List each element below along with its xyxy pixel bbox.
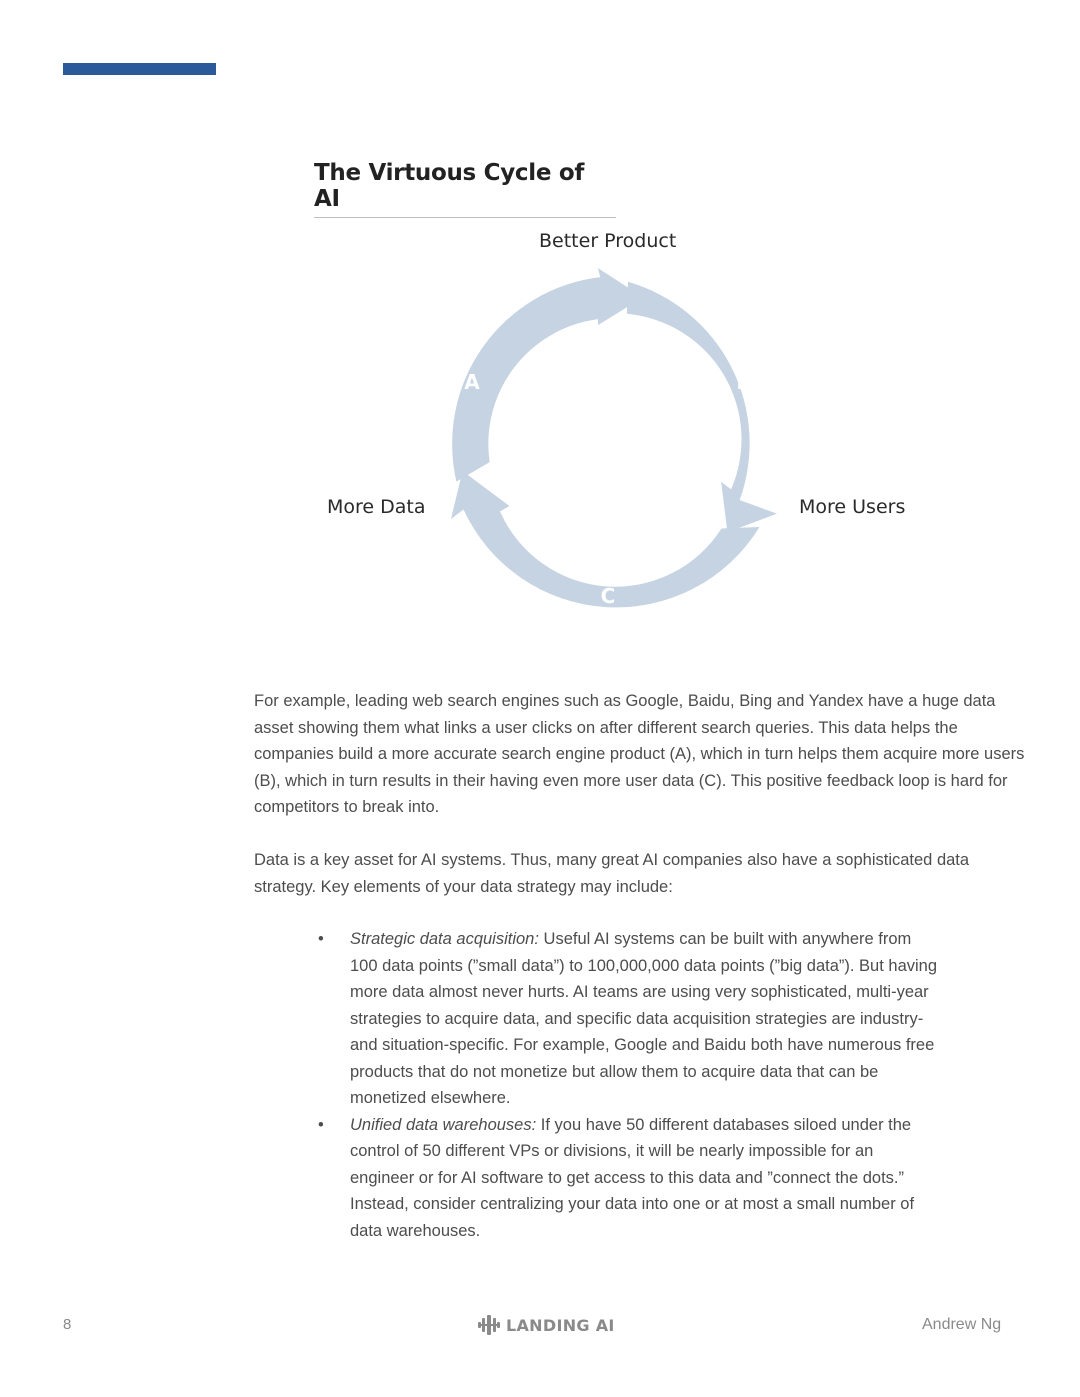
author-name: Andrew Ng — [922, 1316, 1002, 1333]
cycle-arrow-b — [627, 282, 777, 532]
paragraph-search-engine-example: For example, leading web search engines such as Google, Baidu, Bing and Yandex have a huge data asset showing them what links a user clicks on after different search queries. This data helps the companies build a more accurate search engine product (A), which in turn helps them acquire more users (B), which in turn results in their having even more user data (C). This positive feedback loop is hard for competitors to break into. — [254, 692, 1025, 816]
arc-label-b: B — [736, 370, 752, 394]
accent-bar — [63, 63, 216, 75]
landing-ai-logo — [478, 1314, 615, 1336]
landing-ai-logo-icon — [478, 1314, 500, 1336]
cycle-arrow-a — [452, 268, 643, 482]
virtuous-cycle-diagram — [300, 220, 820, 640]
list-item — [318, 1112, 938, 1245]
list-item-lead: Unified data warehouses: — [350, 1115, 537, 1134]
bullet-dot: • — [318, 930, 324, 948]
list-item — [318, 926, 938, 1112]
list-item-lead: Strategic data acquisition: — [350, 930, 539, 948]
node-label-better-product: Better Product — [539, 230, 677, 252]
paragraph-data-strategy-intro: Data is a key asset for AI systems. Thus, many great AI companies also have a sophisticated data strategy. Key elements of your data strategy may include: — [254, 851, 970, 896]
data-strategy-list — [318, 926, 938, 1244]
list-item-text: If you have 50 different databases siloed under the control of 50 different VPs or divisions, it will be nearly impossible for an engineer or for AI software to get access to this data and ”connect the dots.” Instead, consider centralizing your data into one or at most a small number of data warehouses. — [350, 1115, 915, 1240]
landing-ai-logo-text: LANDING AI — [506, 1315, 615, 1335]
figure-title: The Virtuous Cycle of AI — [314, 160, 616, 218]
bullet-dot: • — [318, 1115, 324, 1134]
arc-label-a: A — [464, 370, 480, 394]
node-label-more-data: More Data — [327, 496, 426, 518]
page-number: 8 — [63, 1316, 72, 1333]
list-item-text: Useful AI systems can be built with anywhere from 100 data points (”small data”) to 100,000,000 data points (”big data”). But having more data almost never hurts. AI teams are using very sophisticated, multi-year strategies to acquire data, and specific data acquisition strategies are industry- and situation-specific. For example, Google and Baidu both have numerous free products that do not monetize but allow them to acquire data that can be monetized elsewhere. — [350, 930, 938, 1107]
node-label-more-users: More Users — [799, 496, 906, 518]
arc-label-c: C — [600, 584, 616, 608]
